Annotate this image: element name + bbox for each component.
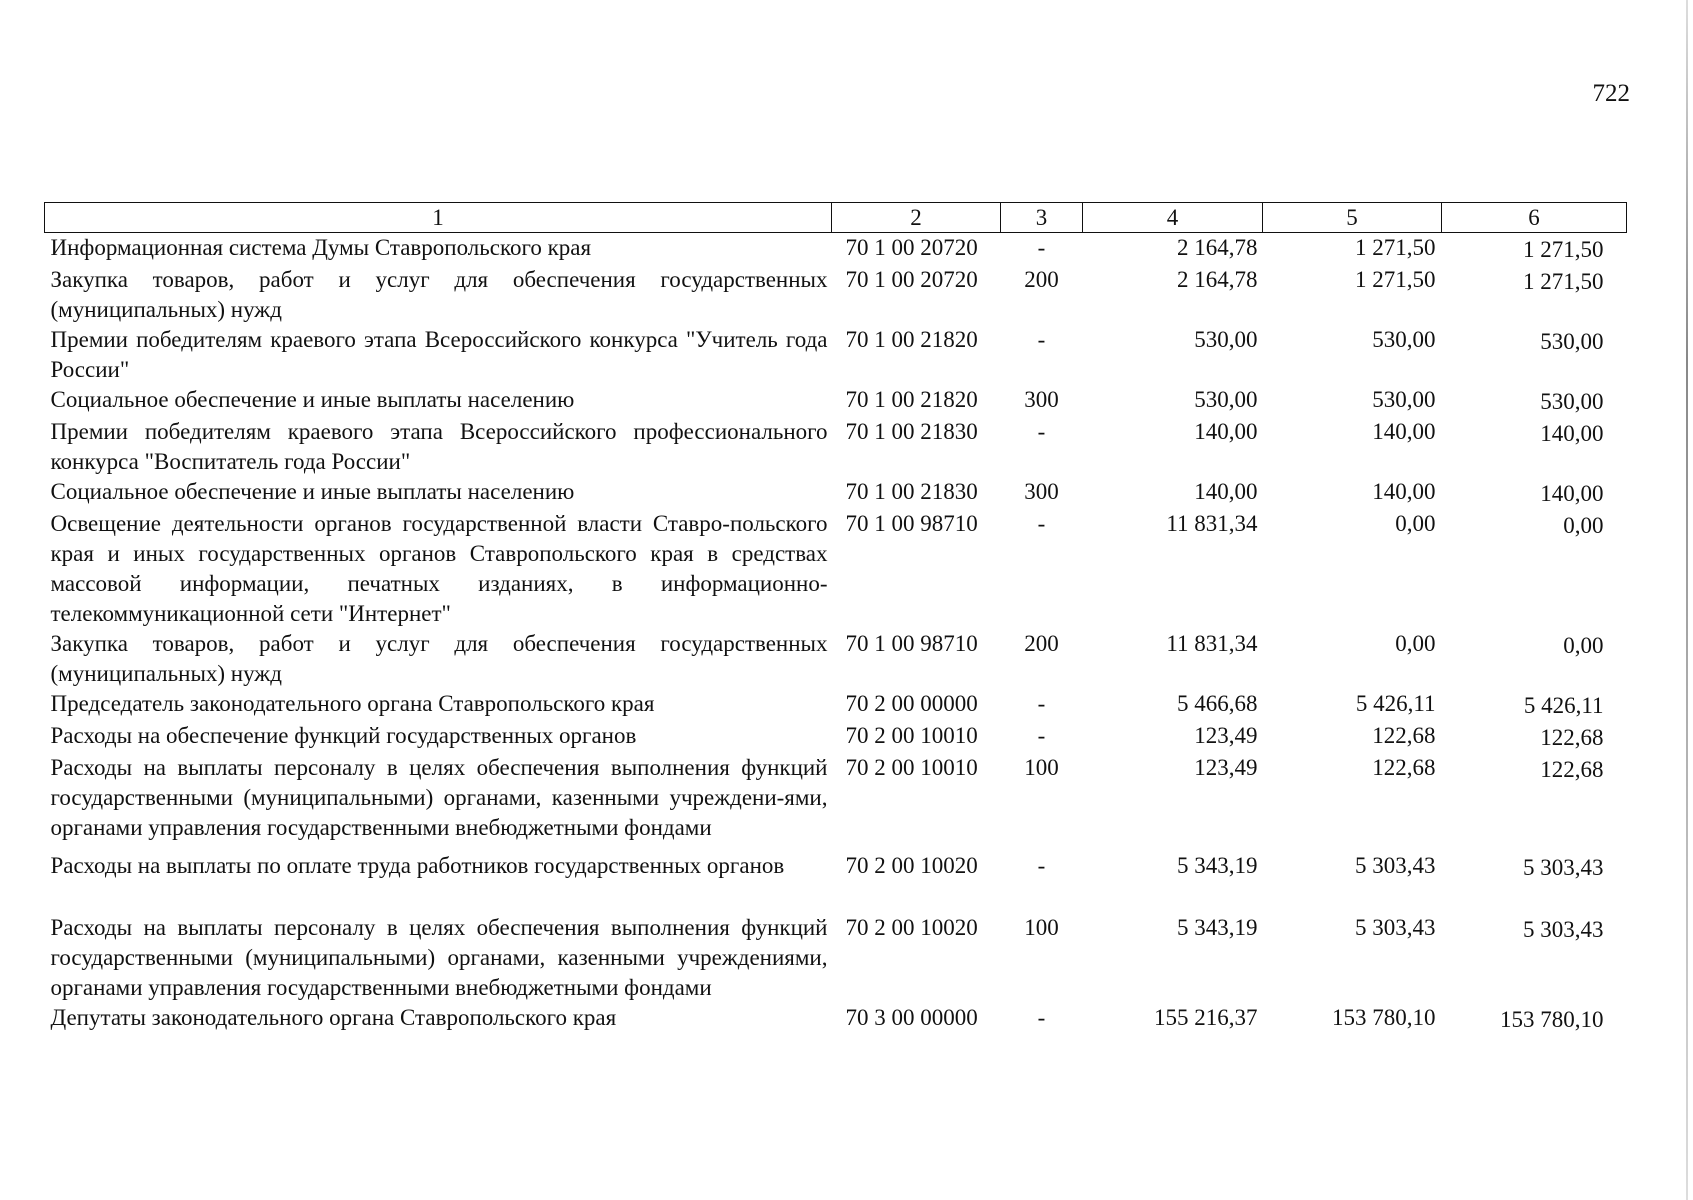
row-value-col5: 0,00 xyxy=(1395,631,1436,656)
row-value-col4: 140,00 xyxy=(1194,419,1258,444)
row-code: 70 2 00 10010 xyxy=(845,723,978,748)
column-header-4: 4 xyxy=(1083,203,1263,233)
row-value-col4: 5 466,68 xyxy=(1177,691,1258,716)
table-row xyxy=(45,385,1627,417)
row-name: Премии победителям краевого этапа Всероссийского конкурса "Учитель года России" xyxy=(50,327,828,382)
table-row xyxy=(45,233,1627,266)
row-value-col5: 1 271,50 xyxy=(1355,235,1436,260)
row-expense-type: 100 xyxy=(1024,755,1059,780)
row-name: Депутаты законодательного органа Ставропольского края xyxy=(50,1005,617,1030)
row-value-col4: 140,00 xyxy=(1194,479,1258,504)
row-code: 70 1 00 21830 xyxy=(845,479,978,504)
table-row xyxy=(45,629,1627,689)
column-header-3: 3 xyxy=(1001,203,1083,233)
row-code: 70 1 00 21820 xyxy=(845,387,978,412)
row-expense-type: - xyxy=(1037,511,1046,536)
row-value-col6: 122,68 xyxy=(1540,725,1604,750)
column-header-6: 6 xyxy=(1442,203,1627,233)
row-value-col4: 2 164,78 xyxy=(1177,235,1258,260)
row-value-col6: 5 303,43 xyxy=(1523,855,1604,880)
row-value-col5: 1 271,50 xyxy=(1355,267,1436,292)
table-row xyxy=(45,913,1627,1003)
row-name: Председатель законодательного органа Ставропольского края xyxy=(50,691,655,716)
row-name: Расходы на обеспечение функций государственных органов xyxy=(50,723,637,748)
row-value-col6: 0,00 xyxy=(1563,633,1604,658)
row-value-col6: 5 426,11 xyxy=(1523,693,1604,718)
column-header-2: 2 xyxy=(832,203,1001,233)
row-name: Премии победителям краевого этапа Всероссийского профессионального конкурса "Воспитатель года России" xyxy=(50,419,828,474)
table-row xyxy=(45,851,1627,913)
row-value-col5: 530,00 xyxy=(1372,327,1436,352)
row-name: Расходы на выплаты персоналу в целях обеспечения выполнения функций государственными (муниципальными) органами, казенными учреждени-ями, органами управления государственными внебюджетными фондами xyxy=(50,755,828,840)
table-row xyxy=(45,689,1627,721)
row-value-col5: 122,68 xyxy=(1372,723,1436,748)
table-body xyxy=(45,233,1627,1036)
row-value-col5: 530,00 xyxy=(1372,387,1436,412)
row-name: Расходы на выплаты по оплате труда работников государственных органов xyxy=(50,853,785,878)
row-value-col4: 123,49 xyxy=(1194,723,1258,748)
row-value-col4: 155 216,37 xyxy=(1154,1005,1258,1030)
row-expense-type: 300 xyxy=(1024,479,1059,504)
row-expense-type: - xyxy=(1037,419,1046,444)
table-row xyxy=(45,753,1627,851)
row-value-col4: 11 831,34 xyxy=(1166,511,1258,536)
row-value-col6: 5 303,43 xyxy=(1523,917,1604,942)
row-expense-type: - xyxy=(1037,1005,1046,1030)
row-value-col4: 530,00 xyxy=(1194,387,1258,412)
column-header-5: 5 xyxy=(1263,203,1442,233)
row-name: Закупка товаров, работ и услуг для обеспечения государственных (муниципальных) нужд xyxy=(50,631,828,686)
row-name: Освещение деятельности органов государственной власти Ставро-польского края и иных государственных органов Ставропольского края в средствах массовой информации, печатных изданиях, в информационно-телекоммуникационной сети "Интернет" xyxy=(50,511,828,626)
budget-table xyxy=(44,202,1627,1035)
row-expense-type: 300 xyxy=(1024,387,1059,412)
row-code: 70 1 00 98710 xyxy=(845,631,978,656)
row-value-col5: 0,00 xyxy=(1395,511,1436,536)
row-code: 70 2 00 00000 xyxy=(845,691,978,716)
row-value-col5: 140,00 xyxy=(1372,479,1436,504)
row-name: Информационная система Думы Ставропольского края xyxy=(50,235,592,260)
row-code: 70 1 00 98710 xyxy=(845,511,978,536)
row-code: 70 3 00 00000 xyxy=(845,1005,978,1030)
row-expense-type: 200 xyxy=(1024,631,1059,656)
row-value-col4: 2 164,78 xyxy=(1177,267,1258,292)
table-row xyxy=(45,265,1627,325)
row-expense-type: - xyxy=(1037,235,1046,260)
row-name: Расходы на выплаты персоналу в целях обеспечения выполнения функций государственными (муниципальными) органами, казенными учреждениями, органами управления государственными внебюджетными фондами xyxy=(50,915,828,1000)
row-code: 70 1 00 21830 xyxy=(845,419,978,444)
row-value-col5: 5 303,43 xyxy=(1355,915,1436,940)
row-value-col6: 0,00 xyxy=(1563,513,1604,538)
page-number: 722 xyxy=(1592,80,1630,107)
row-value-col6: 140,00 xyxy=(1540,421,1604,446)
row-value-col6: 1 271,50 xyxy=(1523,269,1604,294)
row-code: 70 1 00 20720 xyxy=(845,267,978,292)
table-row xyxy=(45,509,1627,629)
row-name: Закупка товаров, работ и услуг для обеспечения государственных (муниципальных) нужд xyxy=(50,267,828,322)
header-row xyxy=(45,203,1627,233)
table-row xyxy=(45,325,1627,385)
row-value-col5: 140,00 xyxy=(1372,419,1436,444)
row-value-col6: 153 780,10 xyxy=(1500,1007,1604,1032)
table-row xyxy=(45,721,1627,753)
column-header-1: 1 xyxy=(45,203,832,233)
row-code: 70 2 00 10010 xyxy=(845,755,978,780)
row-value-col6: 530,00 xyxy=(1540,329,1604,354)
row-value-col5: 122,68 xyxy=(1372,755,1436,780)
table-row xyxy=(45,477,1627,509)
table-row xyxy=(45,1003,1627,1035)
row-value-col6: 530,00 xyxy=(1540,389,1604,414)
row-code: 70 2 00 10020 xyxy=(845,853,978,878)
row-expense-type: 100 xyxy=(1024,915,1059,940)
scan-edge-line xyxy=(1686,0,1688,1200)
row-value-col6: 122,68 xyxy=(1540,757,1604,782)
row-code: 70 1 00 20720 xyxy=(845,235,978,260)
row-expense-type: - xyxy=(1037,723,1046,748)
row-value-col6: 140,00 xyxy=(1540,481,1604,506)
row-expense-type: - xyxy=(1037,853,1046,878)
table-row xyxy=(45,417,1627,477)
row-value-col5: 5 303,43 xyxy=(1355,853,1436,878)
row-value-col5: 5 426,11 xyxy=(1355,691,1436,716)
row-value-col5: 153 780,10 xyxy=(1332,1005,1436,1030)
row-value-col4: 5 343,19 xyxy=(1177,853,1258,878)
row-value-col6: 1 271,50 xyxy=(1523,237,1604,262)
row-value-col4: 5 343,19 xyxy=(1177,915,1258,940)
row-name: Социальное обеспечение и иные выплаты населению xyxy=(50,387,575,412)
row-expense-type: - xyxy=(1037,691,1046,716)
row-value-col4: 123,49 xyxy=(1194,755,1258,780)
row-code: 70 1 00 21820 xyxy=(845,327,978,352)
table-header xyxy=(45,203,1627,233)
row-expense-type: 200 xyxy=(1024,267,1059,292)
row-name: Социальное обеспечение и иные выплаты населению xyxy=(50,479,575,504)
row-code: 70 2 00 10020 xyxy=(845,915,978,940)
row-value-col4: 530,00 xyxy=(1194,327,1258,352)
row-expense-type: - xyxy=(1037,327,1046,352)
row-value-col4: 11 831,34 xyxy=(1166,631,1258,656)
